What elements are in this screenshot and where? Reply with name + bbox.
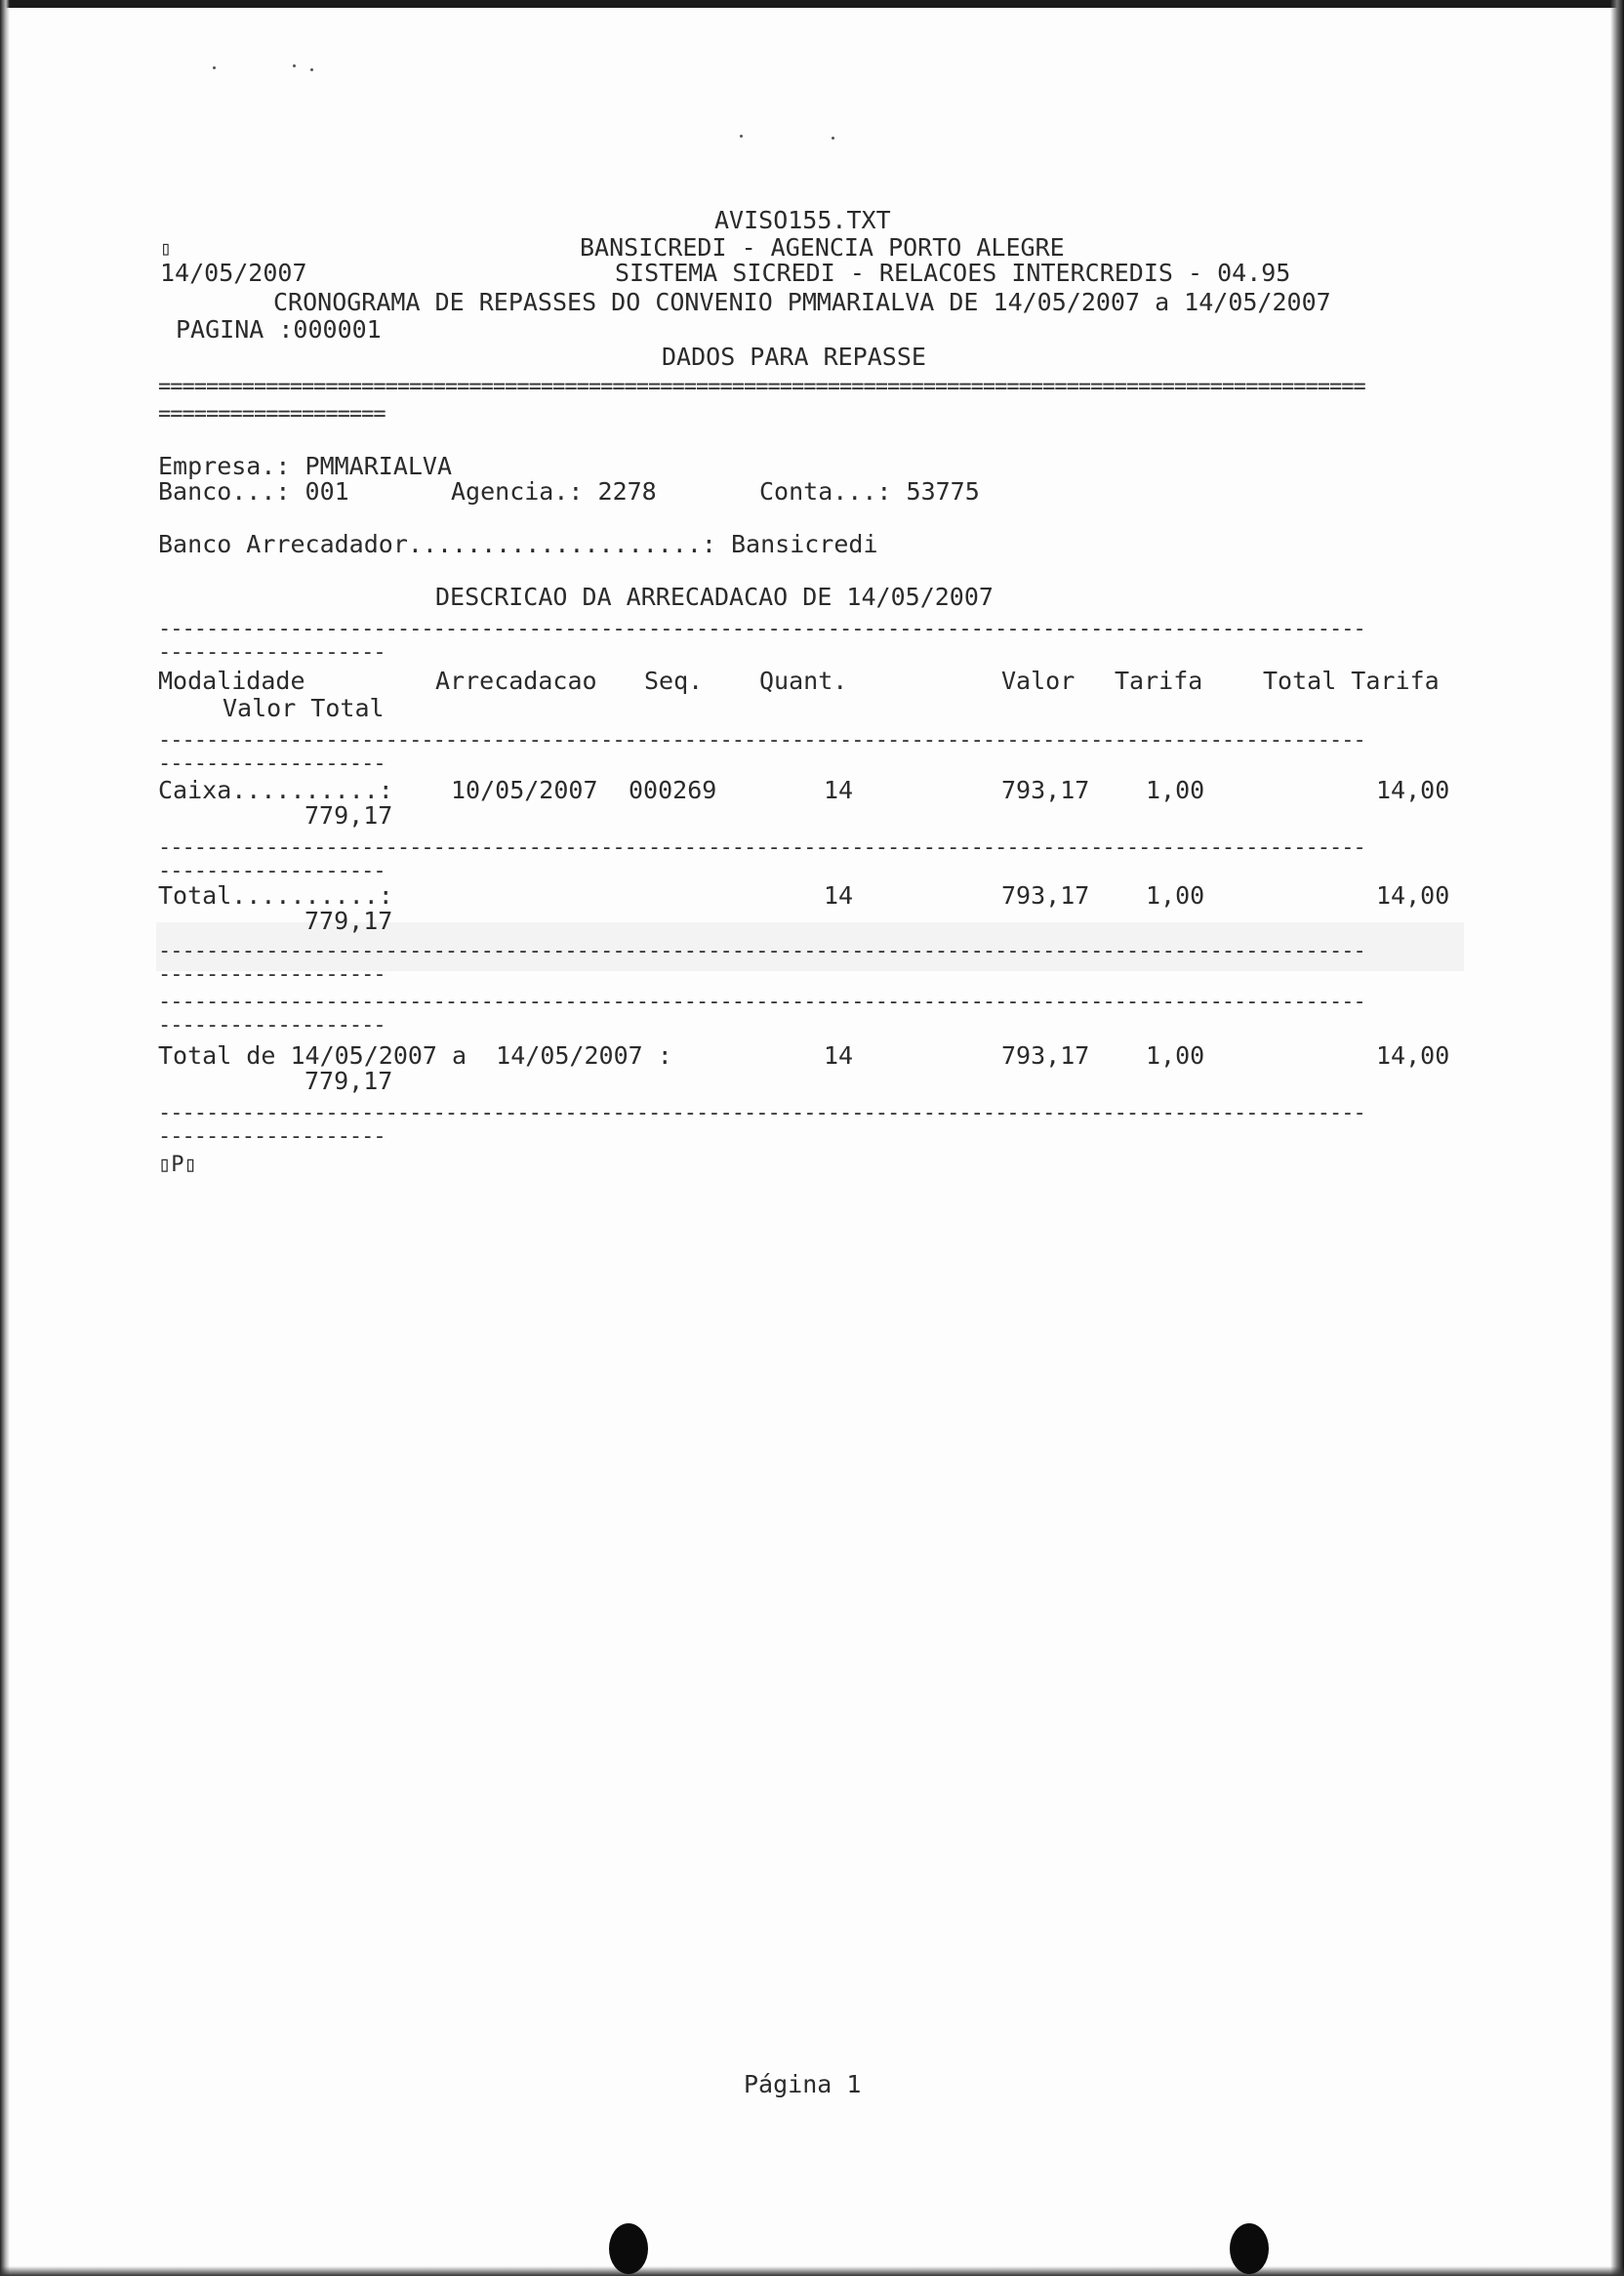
dash-rule-wrap: ------------------- xyxy=(158,753,386,775)
row-caixa-quant: 14 xyxy=(824,776,854,804)
scan-speck xyxy=(740,135,743,138)
col-arrecadacao: Arrecadacao xyxy=(435,667,597,695)
col-total-tarifa: Total Tarifa xyxy=(1263,667,1440,695)
control-char-marker: ▯ xyxy=(160,236,173,260)
dash-rule: ----------------------------------------------------------------------------------------------------- xyxy=(158,992,1365,1013)
row-caixa-date: 10/05/2007 xyxy=(451,776,598,804)
agencia-field: Agencia.: 2278 xyxy=(451,477,657,506)
row-period-quant: 14 xyxy=(824,1041,854,1070)
empresa-line: Empresa.: PMMARIALVA xyxy=(158,452,453,480)
schedule-heading: CRONOGRAMA DE REPASSES DO CONVENIO PMMARIALVA DE 14/05/2007 a 14/05/2007 xyxy=(273,288,1331,316)
row-total-total-tarifa: 14,00 xyxy=(1376,881,1450,910)
page-number: PAGINA :000001 xyxy=(176,315,382,344)
scan-speck xyxy=(213,66,216,69)
row-caixa-tarifa: 1,00 xyxy=(1146,776,1205,804)
scan-edge-top xyxy=(0,0,1624,8)
row-total-tarifa: 1,00 xyxy=(1146,881,1205,910)
dash-rule-wrap: ------------------- xyxy=(158,1126,386,1148)
dash-rule: ----------------------------------------------------------------------------------------------------- xyxy=(158,837,1365,859)
page-footer: Página 1 xyxy=(744,2070,862,2098)
equals-rule: ===================================================================================================== xyxy=(158,377,1365,398)
scan-speck xyxy=(832,137,834,140)
scan-edge-right xyxy=(1610,0,1624,2276)
scan-speck xyxy=(293,64,296,67)
row-caixa-valor: 793,17 xyxy=(1001,776,1090,804)
dash-rule: ----------------------------------------------------------------------------------------------------- xyxy=(158,619,1365,640)
col-valor-total: Valor Total xyxy=(223,694,385,722)
descricao-heading: DESCRICAO DA ARRECADACAO DE 14/05/2007 xyxy=(435,583,994,611)
dash-rule: ----------------------------------------------------------------------------------------------------- xyxy=(158,1103,1365,1124)
col-modalidade: Modalidade xyxy=(158,667,305,695)
dash-rule: ----------------------------------------------------------------------------------------------------- xyxy=(158,941,1365,962)
document-date: 14/05/2007 xyxy=(160,259,307,287)
col-seq: Seq. xyxy=(644,667,704,695)
row-total-label: Total..........: xyxy=(158,881,393,910)
dash-rule: ----------------------------------------------------------------------------------------------------- xyxy=(158,730,1365,752)
banco-field: Banco...: 001 xyxy=(158,477,349,506)
row-period-valor-total: 779,17 xyxy=(304,1067,393,1095)
scan-edge-bottom xyxy=(0,2266,1624,2276)
row-total-valor-total: 779,17 xyxy=(304,907,393,935)
col-tarifa: Tarifa xyxy=(1115,667,1203,695)
col-valor: Valor xyxy=(1001,667,1076,695)
section-title: DADOS PARA REPASSE xyxy=(662,343,926,371)
document-filename: AVISO155.TXT xyxy=(714,206,891,234)
dash-rule-wrap: ------------------- xyxy=(158,861,386,882)
scan-edge-left xyxy=(0,0,10,2276)
row-period-label: Total de 14/05/2007 a 14/05/2007 : xyxy=(158,1041,672,1070)
row-period-total-tarifa: 14,00 xyxy=(1376,1041,1450,1070)
conta-field: Conta...: 53775 xyxy=(759,477,980,506)
dash-rule-wrap: ------------------- xyxy=(158,642,386,664)
row-total-quant: 14 xyxy=(824,881,854,910)
col-quant: Quant. xyxy=(759,667,848,695)
row-caixa-valor-total: 779,17 xyxy=(304,801,393,830)
row-caixa-total-tarifa: 14,00 xyxy=(1376,776,1450,804)
banco-arrecadador-line: Banco Arrecadador....................: Bansicredi xyxy=(158,530,878,558)
dash-rule-wrap: ------------------- xyxy=(158,1015,386,1036)
row-period-tarifa: 1,00 xyxy=(1146,1041,1205,1070)
dash-rule-wrap: ------------------- xyxy=(158,964,386,986)
system-heading: SISTEMA SICREDI - RELACOES INTERCREDIS - 04.95 xyxy=(615,259,1291,287)
bank-agency-heading: BANSICREDI - AGENCIA PORTO ALEGRE xyxy=(580,233,1065,262)
row-total-valor: 793,17 xyxy=(1001,881,1090,910)
end-of-report-mark: ▯P▯ xyxy=(158,1153,197,1177)
punch-hole xyxy=(609,2223,648,2274)
row-caixa-seq: 000269 xyxy=(629,776,717,804)
punch-hole xyxy=(1230,2223,1269,2274)
row-period-valor: 793,17 xyxy=(1001,1041,1090,1070)
row-caixa-label: Caixa..........: xyxy=(158,776,393,804)
equals-rule-wrap: =================== xyxy=(158,404,386,426)
scan-speck xyxy=(310,68,313,71)
